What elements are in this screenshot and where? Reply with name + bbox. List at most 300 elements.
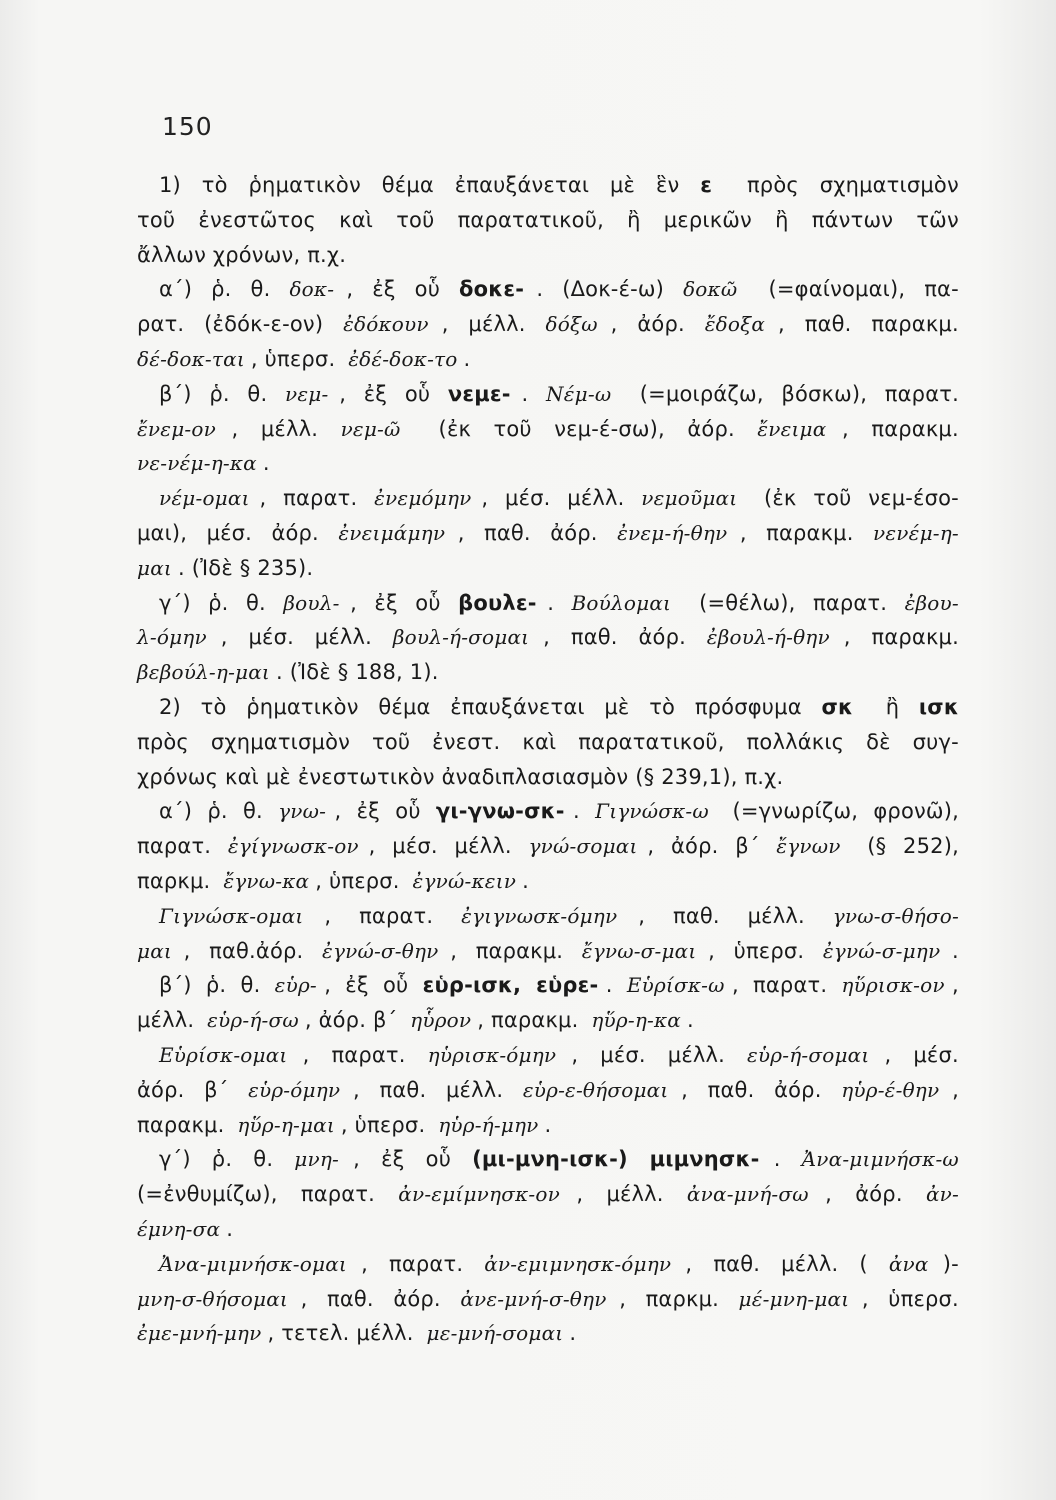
- text-line: [137, 1247, 959, 1282]
- page-number: 150: [162, 112, 213, 141]
- italic-form: μέ-μνη-μαι: [738, 1286, 850, 1311]
- text-run: ,: [481, 486, 496, 511]
- italic-form: εὑρ-ε-θήσομαι: [522, 1077, 669, 1102]
- text-run: οὗ: [395, 799, 428, 824]
- text-run: θ.: [250, 277, 278, 302]
- text-run: παρακμ.: [475, 938, 571, 963]
- text-run: , ὑπερσ.: [340, 1112, 433, 1137]
- text-run: (=θέλω),: [699, 590, 803, 615]
- text-run: ,: [685, 1251, 700, 1276]
- text-run: ,: [576, 1182, 591, 1207]
- bold-stem: ε: [700, 173, 713, 197]
- text-run: παρατ.: [283, 486, 365, 511]
- italic-form: εὑρ-ή-σω: [207, 1008, 299, 1033]
- text-run: παθ.: [327, 1286, 381, 1311]
- text-run: τοῦ: [396, 207, 442, 232]
- italic-form: ἐνεμόμην: [374, 486, 472, 511]
- italic-form: γνω-σ-θήσο-: [832, 903, 959, 928]
- italic-form: ἐγνώ-σ-μην: [822, 938, 941, 963]
- italic-form: νεμ-ῶ: [340, 416, 401, 441]
- italic-form: ηὑρ-ή-μην: [438, 1112, 539, 1137]
- text-run: ,: [778, 312, 792, 337]
- italic-form: ἀνε-μνή-σ-θην: [460, 1286, 607, 1311]
- italic-form: Νέμ-ω: [546, 381, 612, 406]
- text-run: (=μοιράζω,: [639, 381, 771, 406]
- text-run: καὶ: [339, 207, 380, 232]
- italic-form: λ-όμην: [137, 625, 207, 650]
- bold-stem: δοκε-: [459, 277, 525, 302]
- text-line: [137, 1038, 959, 1073]
- text-run: τὸ: [200, 694, 234, 719]
- text-run: μὲ: [604, 694, 637, 719]
- italic-form: ἔνειμα: [757, 416, 827, 441]
- text-run: ,: [259, 486, 274, 511]
- text-run: ,: [339, 381, 353, 406]
- text-run: ,: [843, 625, 858, 650]
- text-run: ἢ: [885, 694, 907, 719]
- text-run: μέσ.: [206, 520, 259, 545]
- text-line: [137, 586, 959, 621]
- italic-form: ἐγιγνωσκ-όμην: [461, 903, 618, 928]
- italic-form: δόξω: [545, 312, 598, 337]
- italic-form: δοκῶ: [683, 277, 738, 302]
- text-run: .: [521, 381, 536, 406]
- italic-form: Εὑρίσκ-ω: [626, 973, 725, 998]
- text-run: ,: [300, 1286, 315, 1311]
- text-run: ἐνεστῶτος: [198, 207, 323, 232]
- text-run: β΄: [735, 834, 767, 859]
- text-line: [137, 1282, 959, 1317]
- text-run: ,: [324, 973, 338, 998]
- text-run: .: [262, 451, 270, 476]
- text-run: ,: [647, 834, 662, 859]
- italic-form: Ἀνα-μιμνήσκ-ω: [801, 1147, 959, 1172]
- text-run: καὶ: [522, 729, 564, 754]
- text-run: [682, 586, 689, 621]
- text-run: τῶν: [916, 207, 959, 232]
- italic-form: νε-νέμ-η-κα: [137, 451, 257, 476]
- text-line: [137, 342, 959, 377]
- text-line: [137, 1316, 959, 1351]
- text-run: .: [547, 590, 561, 615]
- text-run: παθ.: [713, 1251, 767, 1276]
- text-run: ὑπερσ.: [733, 938, 812, 963]
- italic-form: ἐδέ-δοκ-το: [348, 346, 458, 371]
- text-run: ἀόρ.: [855, 1182, 910, 1207]
- bold-stem: ισκ: [918, 694, 959, 719]
- text-run: 252),: [903, 834, 959, 859]
- text-run: .: [569, 1321, 577, 1346]
- text-run: ,: [302, 1042, 317, 1067]
- italic-form: ηὑρ-έ-θην: [841, 1077, 940, 1102]
- italic-form: ἔγνων: [776, 834, 841, 859]
- text-run: μέσ.: [600, 1042, 653, 1067]
- text-run: σχηματισμὸν: [819, 173, 959, 197]
- text-run: ,: [350, 590, 364, 615]
- text-run: μέσ.: [392, 834, 445, 859]
- text-run: μέλλ.: [667, 1042, 732, 1067]
- text-run: παθ.: [379, 1077, 434, 1102]
- text-run: μέσ.: [248, 625, 301, 650]
- italic-form: νενέμ-η-: [873, 520, 959, 545]
- italic-form: ἐμε-μνή-μην: [137, 1321, 262, 1346]
- text-run: ἐξ: [381, 1147, 412, 1172]
- text-run: , ὑπερσ.: [315, 868, 407, 893]
- bold-stem: (μι-μνη-ισκ-): [472, 1147, 636, 1172]
- italic-form: ἀν-εμίμνησκ-ον: [398, 1182, 560, 1207]
- italic-form: ηὑρισκ-όμην: [427, 1042, 557, 1067]
- bold-stem: εὑρ-ισκ,: [422, 973, 529, 998]
- text-run: [850, 829, 857, 864]
- text-line: [137, 1003, 959, 1038]
- text-line: [137, 968, 959, 1003]
- text-run: (ἐκ: [438, 416, 478, 441]
- text-run: .: [463, 346, 471, 371]
- text-run: παθ.: [804, 312, 859, 337]
- text-run: ἐπαυξάνεται: [450, 694, 592, 719]
- text-line: [137, 934, 959, 969]
- text-run: παθ.: [570, 625, 625, 650]
- text-run: παρακμ.: [871, 312, 959, 337]
- text-line: [137, 899, 959, 934]
- text-line: [137, 1212, 959, 1247]
- text-run: μέλλ.: [747, 903, 812, 928]
- text-run: ἀόρ.: [774, 1077, 829, 1102]
- italic-form: μνη-: [294, 1147, 339, 1172]
- text-line: [137, 690, 959, 725]
- text-run: πρόσφυμα: [694, 694, 809, 719]
- text-run: θ.: [240, 973, 268, 998]
- bold-stem: νεμε-: [447, 381, 511, 406]
- text-run: γ΄): [159, 590, 198, 615]
- text-line: [137, 412, 959, 447]
- text-run: , τετελ. μέλλ.: [267, 1321, 421, 1346]
- text-run: μέσ.: [505, 486, 558, 511]
- italic-form: βουλ-ή-σομαι: [392, 625, 530, 650]
- text-line: [137, 1142, 959, 1177]
- text-run: [866, 690, 873, 725]
- text-run: οὗ: [425, 1147, 458, 1172]
- text-run: [622, 377, 629, 412]
- bold-stem: μιμνησκ-: [649, 1147, 760, 1172]
- text-line: [137, 307, 959, 342]
- text-run: πάντων: [811, 207, 901, 232]
- text-run: θέμα: [381, 173, 441, 197]
- text-run: ῥ.: [211, 277, 239, 302]
- text-run: ,: [825, 1182, 839, 1207]
- text-run: τοῦ: [137, 207, 183, 232]
- text-line: [137, 446, 959, 481]
- text-line: [137, 481, 959, 516]
- text-run: τοῦ: [493, 416, 539, 441]
- italic-form: εὑρ-όμην: [248, 1077, 341, 1102]
- text-line: [137, 377, 959, 412]
- text-run: οὗ: [382, 973, 416, 998]
- text-run: ἐπαυξάνεται: [454, 173, 597, 197]
- text-run: ,: [220, 625, 235, 650]
- text-line: [137, 760, 959, 795]
- italic-form: εὑρ-ή-σομαι: [747, 1042, 870, 1067]
- text-run: τοῦ: [813, 486, 859, 511]
- text-run: ἐξ: [372, 277, 403, 302]
- text-run: ἀόρ.: [687, 416, 742, 441]
- italic-form: Βούλομαι: [571, 590, 672, 615]
- italic-form: ἀνα: [888, 1251, 929, 1276]
- text-run: ῥ.: [208, 590, 236, 615]
- bold-stem: βουλε-: [458, 590, 537, 615]
- text-run: .: [536, 277, 551, 302]
- italic-form: μαι: [137, 555, 172, 580]
- text-run: νεμ-έσο-: [868, 486, 959, 511]
- text-run: ,: [708, 938, 722, 963]
- text-run: πρὸς: [137, 729, 196, 754]
- text-run: , παρακμ.: [477, 1008, 586, 1033]
- text-run: ,: [861, 1286, 876, 1311]
- bold-stem: εὑρε-: [536, 973, 599, 998]
- text-run: ,: [638, 903, 653, 928]
- text-run: ἐξ: [363, 381, 395, 406]
- text-run: .: [605, 973, 620, 998]
- text-run: (ἐδόκ-ε-ον): [204, 312, 331, 337]
- text-run: συγ-: [912, 729, 959, 754]
- italic-form: ἐβουλ-ή-θην: [706, 625, 830, 650]
- text-run: ἀόρ.: [638, 625, 693, 650]
- text-run: ἐνεστ.: [432, 729, 508, 754]
- text-run: .: [522, 868, 529, 893]
- text-run: .: [952, 938, 959, 963]
- italic-form: εὑρ-: [274, 973, 317, 998]
- text-run: 2): [159, 694, 188, 719]
- text-run: ῥ.: [211, 1147, 240, 1172]
- text-run: μέλλ.: [260, 416, 325, 441]
- text-run: ρατ.: [137, 312, 192, 337]
- text-run: ὑπερσ.: [888, 1286, 959, 1311]
- text-run: ἀόρ.: [393, 1286, 448, 1311]
- text-run: ,: [231, 416, 246, 441]
- text-run: οὗ: [415, 590, 448, 615]
- text-run: [749, 272, 756, 307]
- text-line: [137, 1073, 959, 1108]
- text-run: α΄): [159, 799, 200, 824]
- italic-form: ηὕρ-η-μαι: [237, 1112, 335, 1137]
- text-run: .: [226, 1216, 234, 1241]
- text-run: θ.: [253, 1147, 281, 1172]
- text-run: θ.: [247, 381, 275, 406]
- text-run: παρατ.: [300, 1182, 382, 1207]
- text-run: ἀόρ.: [637, 312, 692, 337]
- text-run: ,: [450, 938, 464, 963]
- text-run: ἐξ: [374, 590, 405, 615]
- italic-form: ηὕρισκ-ον: [841, 973, 945, 998]
- text-run: ῥ.: [207, 799, 235, 824]
- italic-form: νέμ-ομαι: [159, 486, 250, 511]
- text-run: μέλλ.: [137, 1008, 202, 1033]
- text-run: μὲ: [610, 173, 642, 197]
- text-run: 1): [159, 173, 188, 197]
- text-run: ,: [842, 416, 856, 441]
- text-run: ,: [543, 625, 557, 650]
- text-run: ,: [346, 277, 361, 302]
- text-run: μερικῶν: [663, 207, 759, 232]
- text-run: παρατ.: [812, 590, 895, 615]
- text-run: ,: [353, 1147, 367, 1172]
- text-run: φρονῶ),: [873, 799, 959, 824]
- italic-form: μνη-σ-θήσομαι: [137, 1286, 288, 1311]
- text-run: (: [859, 1251, 875, 1276]
- text-run: πα-: [924, 277, 959, 302]
- text-run: (=γνωρίζω,: [732, 799, 866, 824]
- text-run: παρατ.: [137, 834, 219, 859]
- text-run: ἐξ: [356, 799, 387, 824]
- text-run: παρακμ.: [137, 1112, 232, 1137]
- text-run: (§: [867, 834, 894, 859]
- text-line: [137, 551, 959, 586]
- italic-form: ἀν-εμιμνησκ-όμην: [484, 1251, 672, 1276]
- italic-form: Γιγνώσκ-ομαι: [159, 903, 304, 928]
- text-run: οὗ: [404, 381, 438, 406]
- text-line: [137, 168, 959, 203]
- text-run: θ.: [242, 799, 270, 824]
- text-run: ἐξ: [345, 973, 376, 998]
- italic-form: ἔγνω-κα: [223, 868, 310, 893]
- text-run: παρκμ.: [137, 868, 218, 893]
- text-run: παρακμ.: [871, 625, 959, 650]
- italic-form: δέ-δοκ-ται: [137, 346, 245, 371]
- italic-form: με-μνή-σομαι: [426, 1321, 564, 1346]
- bold-stem: σκ: [821, 694, 854, 719]
- italic-form: ἀνα-μνή-σω: [686, 1182, 809, 1207]
- text-line: [137, 203, 959, 238]
- text-line: [137, 864, 959, 899]
- text-run: θ.: [245, 590, 273, 615]
- text-run: ,: [952, 973, 959, 998]
- text-run: )-: [942, 1251, 959, 1276]
- italic-form: νεμ-: [284, 381, 329, 406]
- text-run: ῥ.: [205, 973, 234, 998]
- text-run: μέλλ.: [781, 1251, 846, 1276]
- text-run: παρατατικοῦ,: [457, 207, 611, 232]
- text-run: παρατ.: [359, 903, 441, 928]
- text-run: παρκμ.: [645, 1286, 726, 1311]
- text-run: παρακμ.: [766, 520, 861, 545]
- text-line: [137, 1108, 959, 1143]
- text-run: παρατ.: [331, 1042, 413, 1067]
- text-line: [137, 238, 959, 273]
- text-run: ῥηματικὸν: [248, 173, 368, 197]
- italic-form: γνώ-σομαι: [528, 834, 638, 859]
- text-run: , ὑπερσ.: [250, 346, 343, 371]
- italic-form: ἐγίγνωσκ-ον: [227, 834, 359, 859]
- text-run: ,: [183, 938, 198, 963]
- text-run: ἀόρ.: [137, 1077, 192, 1102]
- text-line: [137, 516, 959, 551]
- text-run: ,: [952, 1077, 959, 1102]
- text-run: τοῦ: [371, 729, 418, 754]
- text-run: πρὸς: [746, 173, 806, 197]
- text-run: μέλλ.: [445, 1077, 511, 1102]
- text-run: ,: [884, 1042, 899, 1067]
- text-run: .: [544, 1112, 552, 1137]
- text-run: βόσκω),: [781, 381, 875, 406]
- text-run: γ΄): [159, 1147, 198, 1172]
- text-run: σχηματισμὸν: [210, 729, 357, 754]
- italic-form: νεμοῦμαι: [641, 486, 738, 511]
- italic-form: Εὑρίσκ-ομαι: [159, 1042, 288, 1067]
- text-run: ,: [739, 520, 754, 545]
- text-run: ἀόρ.: [671, 834, 726, 859]
- text-run: ,: [610, 312, 625, 337]
- text-run: ἀόρ.: [271, 520, 326, 545]
- italic-form: ἔδοξα: [704, 312, 766, 337]
- italic-form: Ἀνα-μιμνήσκ-ομαι: [159, 1251, 347, 1276]
- text-run: ἄλλων χρόνων, π.χ.: [137, 242, 347, 267]
- italic-form: γνω-: [278, 799, 327, 824]
- text-run: ,: [731, 973, 746, 998]
- text-run: (Δοκ-έ-ω): [562, 277, 671, 302]
- italic-form: ἐγνώ-σ-θην: [322, 938, 439, 963]
- text-run: θέμα: [378, 694, 438, 719]
- text-run: ,: [324, 903, 339, 928]
- text-run: ῥ.: [209, 381, 237, 406]
- text-run: . (Ἰδὲ § 188, 1).: [275, 660, 439, 685]
- text-line: [137, 794, 959, 829]
- text-line: [137, 1177, 959, 1212]
- text-run: παρατατικοῦ,: [578, 729, 732, 754]
- text-run: οὗ: [414, 277, 447, 302]
- text-run: .: [773, 1147, 788, 1172]
- text-run: ,: [681, 1077, 695, 1102]
- text-run: (=ἐνθυμίζω),: [137, 1182, 285, 1207]
- text-run: παρατ.: [884, 381, 959, 406]
- text-run: μέσ.: [913, 1042, 959, 1067]
- text-run: ἓν: [655, 173, 687, 197]
- text-run: δὲ: [866, 729, 898, 754]
- text-run: μέλλ.: [606, 1182, 671, 1207]
- italic-form: βεβούλ-η-μαι: [137, 660, 270, 685]
- text-line: [137, 725, 959, 760]
- text-run: ,: [368, 834, 383, 859]
- text-run: χρόνως καὶ μὲ ἐνεστωτικὸν ἀναδιπλασιασμὸν (§ 239,1), π.χ.: [137, 764, 784, 789]
- text-run: β΄): [159, 973, 199, 998]
- text-run: παρακμ.: [871, 416, 959, 441]
- italic-form: Γιγνώσκ-ω: [595, 799, 709, 824]
- text-run: ,: [361, 1251, 375, 1276]
- italic-form: ἔγνω-σ-μαι: [581, 938, 697, 963]
- text-run: παθ.: [673, 903, 727, 928]
- text-run: ἢ: [775, 207, 796, 232]
- text-run: μέλλ.: [454, 834, 519, 859]
- text-run: α΄): [159, 277, 200, 302]
- text-run: παθ.ἀόρ.: [209, 938, 311, 963]
- italic-form: ἐβου-: [904, 590, 959, 615]
- text-run: παθ.: [707, 1077, 762, 1102]
- text-run: ἀόρ.: [550, 520, 605, 545]
- text-run: ,: [353, 1077, 367, 1102]
- italic-form: ἐνεμ-ή-θην: [617, 520, 728, 545]
- text-line: [137, 655, 959, 690]
- italic-form: ἔνεμ-ον: [137, 416, 216, 441]
- text-run: τὸ: [649, 694, 682, 719]
- italic-form: ηὕρ-η-κα: [591, 1008, 681, 1033]
- italic-form: ἐνειμάμην: [338, 520, 446, 545]
- text-run: ,: [334, 799, 349, 824]
- text-run: ,: [619, 1286, 633, 1311]
- text-run: τὸ: [201, 173, 235, 197]
- text-run: παρατ.: [753, 973, 835, 998]
- body-text: [137, 168, 959, 1351]
- text-run: [747, 481, 754, 516]
- text-run: [726, 168, 733, 203]
